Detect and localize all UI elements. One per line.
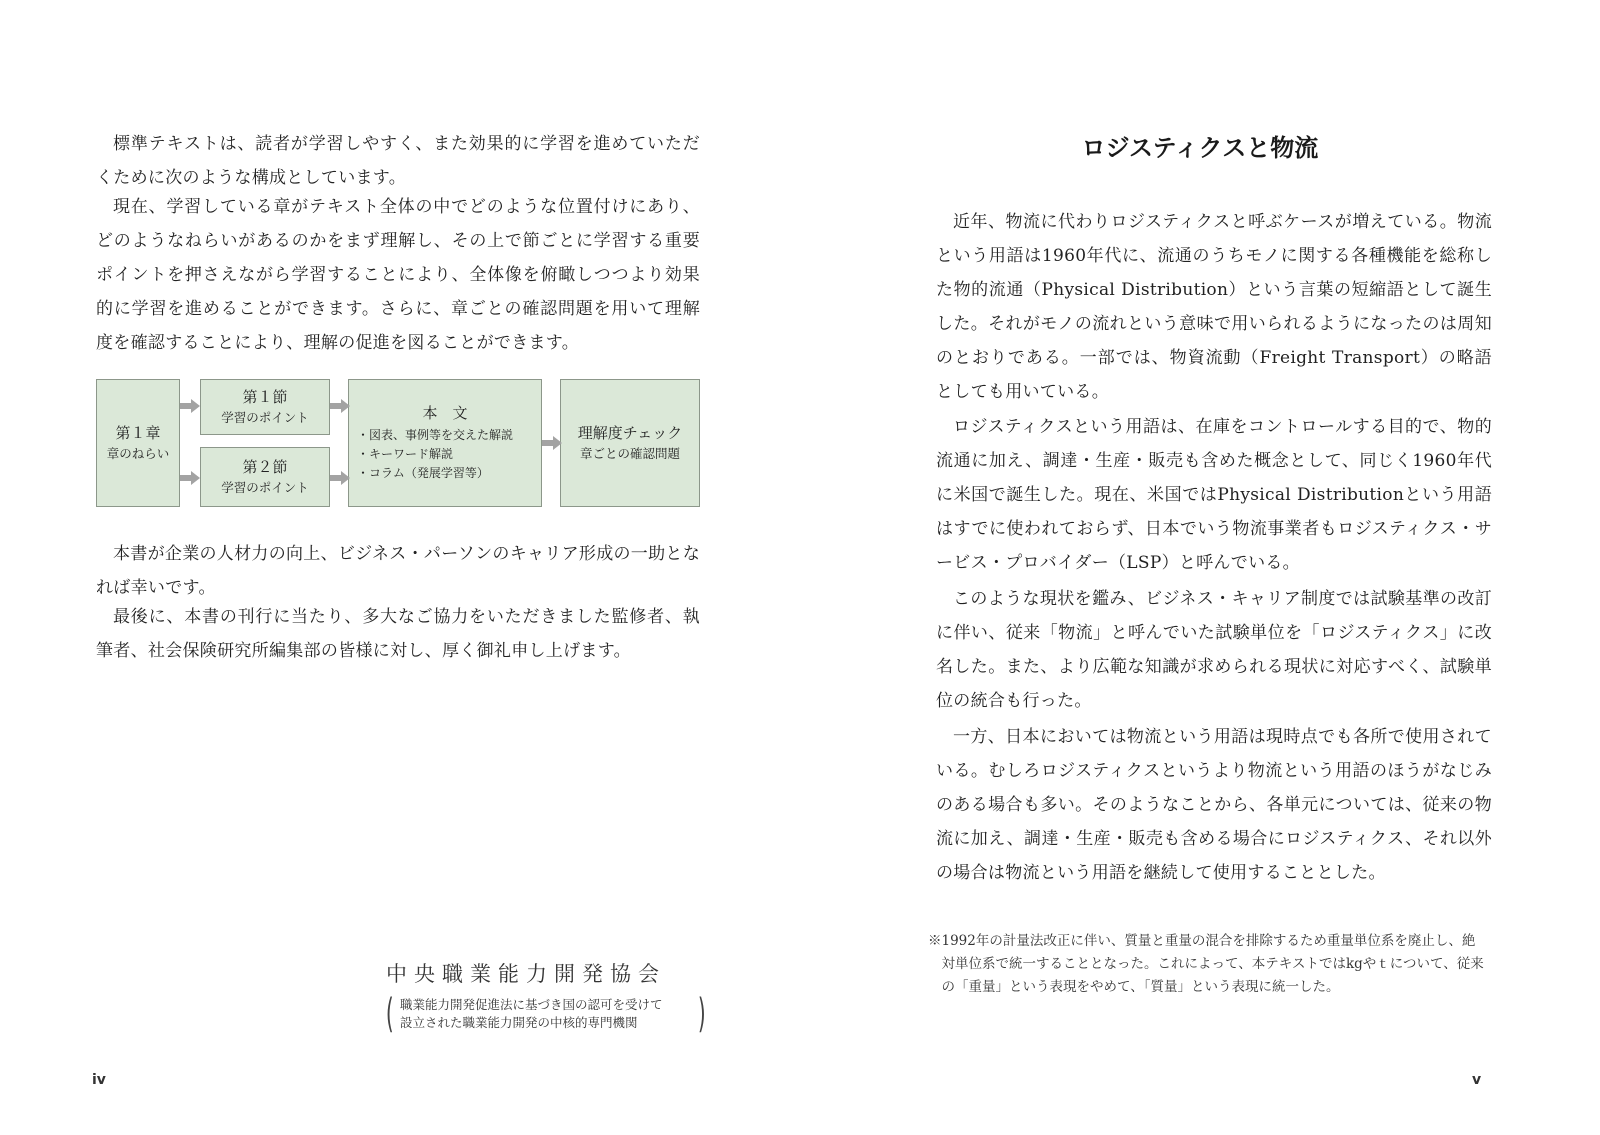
body-bullet: ・図表、事例等を交えた解説: [357, 428, 514, 442]
chapter-title: 第１章: [115, 424, 161, 442]
arrow-right-icon: [180, 399, 200, 413]
arrow-right-icon: [542, 436, 562, 450]
right-paren: ): [698, 991, 707, 1037]
section2-box: [200, 447, 330, 507]
left-paren: (: [385, 991, 394, 1037]
footnote-text: ※1992年の計量法改正に伴い、質量と重量の混合を排除するため重量単位系を廃止し、絶対単位系で統一することとなった。これによって、本テキストではkgやｔについて、従来の「重量」という表現をやめて、「質量」という表現に統一した。: [928, 933, 1484, 995]
intro-paragraph-1: 標準テキストは、読者が学習しやすく、また効果的に学習を進めていただくために次のような構成としています。: [96, 134, 700, 188]
section1-title: 第１節: [242, 388, 288, 406]
closing-paragraph-2: 最後に、本書の刊行に当たり、多大なご協力をいただきました監修者、執筆者、社会保険研究所編集部の皆様に対し、厚く御礼申し上げます。: [96, 607, 700, 661]
chapter-sub: 章のねらい: [106, 446, 170, 461]
chapter-box: [96, 379, 180, 507]
footnote: [928, 930, 1484, 999]
section2-sub: 学習のポイント: [221, 480, 309, 495]
check-box: [560, 379, 700, 507]
body-paragraph-3: このような現状を鑑み、ビジネス・キャリア制度では試験基準の改訂に伴い、従来「物流」と呼んでいた試験単位を「ロジスティクス」に改名した。また、より広範な知識が求められる現状に対応すべく、試験単位の統合も行った。: [936, 589, 1492, 711]
page-number-right: v: [1472, 1072, 1482, 1088]
body-bullet: ・コラム（発展学習等）: [357, 466, 489, 480]
arrow-right-icon: [330, 399, 350, 413]
section1-box: [200, 379, 330, 435]
arrow-right-icon: [180, 471, 200, 485]
organization-name: 中央職業能力開発協会: [386, 962, 666, 986]
organization-signature: [385, 958, 707, 1037]
intro-paragraph-2: 現在、学習している章がテキスト全体の中でどのような位置付けにあり、どのようなねらいがあるのかをまず理解し、その上で節ごとに学習する重要ポイントを押さえながら学習することにより、全体像を俯瞰しつつより効果的に学習を進めることができます。さらに、章ごとの確認問題を用いて理解度を確認することにより、理解の促進を図ることができます。: [96, 197, 700, 353]
check-sub: 章ごとの確認問題: [579, 446, 680, 461]
body-title: 本 文: [422, 404, 468, 422]
body-bullet: ・キーワード解説: [357, 447, 454, 461]
structure-diagram: [96, 379, 700, 507]
arrow-right-icon: [330, 471, 350, 485]
organization-description: [385, 991, 707, 1037]
check-title: 理解度チェック: [577, 424, 683, 442]
body-paragraph-4: 一方、日本においては物流という用語は現時点でも各所で使用されている。むしろロジスティクスというより物流という用語のほうがなじみのある場合も多い。そのようなことから、各単元については、従来の物流に加え、調達・生産・販売も含める場合にロジスティクス、それ以外の場合は物流という用語を継続して使用することとした。: [936, 727, 1492, 883]
page-number-left: iv: [92, 1072, 106, 1088]
section2-title: 第２節: [242, 458, 288, 476]
body-box: [348, 379, 542, 507]
body-paragraph-2: ロジスティクスという用語は、在庫をコントロールする目的で、物的流通に加え、調達・生産・販売も含めた概念として、同じく1960年代に米国で誕生した。現在、米国ではPhysical Distributionという用語はすでに使われておらず、日本でいう物流事業者もロジスティクス・サービス・プロバイダー（LSP）と呼んでいる。: [936, 417, 1492, 573]
section1-sub: 学習のポイント: [221, 410, 309, 425]
section-title: ロジスティクスと物流: [1081, 134, 1319, 162]
organization-desc-line: 職業能力開発促進法に基づき国の認可を受けて: [400, 997, 663, 1012]
body-paragraph-1: 近年、物流に代わりロジスティクスと呼ぶケースが増えている。物流という用語は1960年代に、流通のうちモノに関する各種機能を総称した物的流通（Physical Distribution）という言葉の短縮語として誕生した。それがモノの流れという意味で用いられるようになったのは周知のとおりである。一部では、物資流動（Freight Transport）の略語としても用いている。: [936, 212, 1492, 402]
closing-paragraph-1: 本書が企業の人材力の向上、ビジネス・パーソンのキャリア形成の一助となれば幸いです。: [96, 544, 701, 598]
organization-desc-line: 設立された職業能力開発の中核的専門機関: [400, 1015, 638, 1030]
